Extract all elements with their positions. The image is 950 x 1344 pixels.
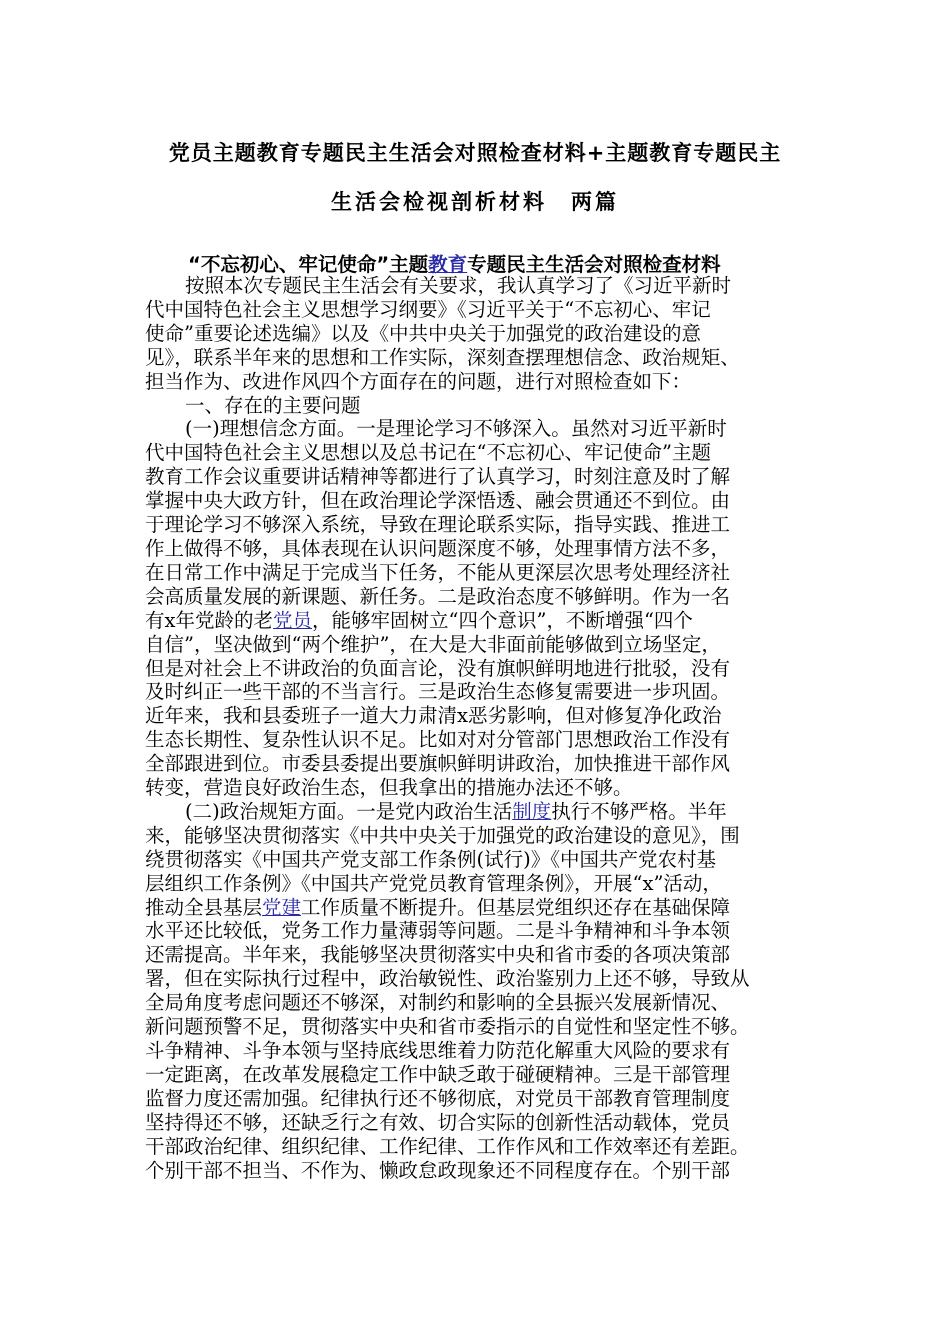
- para1-line: 在日常工作中满足于完成当下任务，不能从更深层次思考处理经济社: [145, 560, 731, 584]
- para2-link-line: [145, 896, 835, 920]
- para2-line: 署，但在实际执行过程中，政治敏锐性、政治鉴别力上还不够，导致从: [145, 967, 750, 991]
- intro-line: 代中国特色社会主义思想学习纲要》《习近平关于“不忘初心、牢记: [145, 297, 711, 321]
- para2-line: 层组织工作条例》《中国共产党党员教育管理条例》，开展“x”活动，: [145, 871, 722, 895]
- intro-line: 使命”重要论述选编》以及《中共中央关于加强党的政治建设的意: [145, 321, 701, 345]
- para1-line: 自信”，坚决做到“两个维护”，在大是大非面前能够做到立场坚定，: [145, 632, 721, 656]
- para1-line: 全部跟进到位。市委县委提出要旗帜鲜明讲政治，加快推进干部作风: [145, 752, 731, 776]
- document-title-line1: 党员主题教育专题民主生活会对照检查材料+主题教育专题民主: [168, 141, 782, 165]
- para1-line: 于理论学习不够深入系统，导致在理论联系实际，指导实践、推进工: [145, 513, 731, 537]
- para2-line: 新问题预警不足，贯彻落实中央和省市委指示的自觉性和坚定性不够。: [145, 1015, 750, 1039]
- section-heading: 一、存在的主要问题: [185, 393, 361, 417]
- para2-text-after: 执行不够严格。半年: [551, 799, 727, 823]
- para2-line: 绕贯彻落实《中国共产党支部工作条例(试行)》《中国共产党农村基: [145, 847, 716, 871]
- intro-line: 按照本次专题民主生活会有关要求，我认真学习了《习近平新时: [185, 274, 732, 297]
- para2-line: 个别干部不担当、不作为、懒政怠政现象还不同程度存在。个别干部: [145, 1158, 731, 1182]
- intro-line: 担当作为、改进作风四个方面存在的问题，进行对照检查如下：: [145, 369, 692, 393]
- article-subtitle: [188, 249, 828, 277]
- subtitle-text-after: 专题民主生活会对照检查材料: [467, 253, 721, 276]
- link-zhidu[interactable]: 制度: [512, 799, 552, 823]
- para2-link-text-after: 工作质量不断提升。但基层党组织还存在基础保障: [301, 895, 731, 919]
- para2-line: 来，能够坚决贯彻落实《中共中央关于加强党的政治建设的意见》，围: [145, 823, 740, 847]
- para2-line: 斗争精神、斗争本领与坚持底线思维着力防范化解重大风险的要求有: [145, 1039, 731, 1062]
- subtitle-text-before: “不忘初心、牢记使命”主题: [188, 253, 429, 276]
- para2-line: 监督力度还需加强。纪律执行还不够彻底，对党员干部教育管理制度: [145, 1086, 731, 1110]
- link-dangyuan[interactable]: 党员: [273, 608, 313, 632]
- para1-line: 近年来，我和县委班子一道大力肃清x恶劣影响，但对修复净化政治: [145, 704, 722, 728]
- para1-line: 作上做得不够，具体表现在认识问题深度不够，处理事情方法不多，: [145, 536, 731, 560]
- para1-line: 生态长期性、复杂性认识不足。比如对对分管部门思想政治工作没有: [145, 728, 731, 752]
- article-body: [145, 274, 835, 1182]
- para1-line: 转变，营造良好政治生态，但我拿出的措施办法还不够。: [145, 776, 633, 800]
- para1-text-before: 有x年党龄的老: [145, 608, 273, 632]
- para1-line: (一)理想信念方面。一是理论学习不够深入。虽然对习近平新时: [185, 417, 727, 441]
- para1-link-line: [145, 609, 835, 633]
- para2-line: 干部政治纪律、组织纪律、工作纪律、工作作风和工作效率还有差距。: [145, 1134, 750, 1158]
- para1-line: 教育工作会议重要讲话精神等都进行了认真学习，时刻注意及时了解: [145, 465, 731, 489]
- para1-line: 会高质量发展的新课题、新任务。二是政治态度不够鲜明。作为一名: [145, 584, 731, 608]
- para1-line: 及时纠正一些干部的不当言行。三是政治生态修复需要进一步巩固。: [145, 680, 731, 704]
- para2-line: 全局角度考虑问题还不够深，对制约和影响的全县振兴发展新情况、: [145, 991, 731, 1015]
- para2-line: 还需提高。半年来，我能够坚决贯彻落实中央和省市委的各项决策部: [145, 943, 731, 967]
- para1-text-after: ，能够牢固树立“四个意识”，不断增强“四个: [312, 608, 693, 632]
- para2-line: 水平还比较低，党务工作力量薄弱等问题。二是斗争精神和斗争本领: [145, 919, 731, 943]
- intro-line: 见》，联系半年来的思想和工作实际，深刻查摆理想信念、政治规矩、: [145, 345, 740, 369]
- para1-line: 但是对社会上不讲政治的负面言论，没有旗帜鲜明地进行批驳，没有: [145, 656, 731, 680]
- para1-line: 代中国特色社会主义思想以及总书记在“不忘初心、牢记使命”主题: [145, 441, 711, 465]
- para2-text-before: (二)政治规矩方面。一是党内政治生活: [185, 799, 513, 823]
- para2-line: 坚持得还不够，还缺乏行之有效、切合实际的创新性活动载体，党员: [145, 1110, 731, 1134]
- para2-line: 一定距离，在改革发展稳定工作中缺乏敢于碰硬精神。三是干部管理: [145, 1062, 731, 1086]
- para1-line: 掌握中央大政方针，但在政治理论学深悟透、融会贯通还不到位。由: [145, 489, 731, 513]
- document-title-line2: 生活会检视剖析材料 两篇: [331, 190, 619, 214]
- para2-link-text-before: 推动全县基层: [145, 895, 263, 919]
- subtitle-link-jiaoyu[interactable]: 教育: [428, 253, 468, 276]
- link-dangjian[interactable]: 党建: [262, 895, 302, 919]
- para2-first-line: [145, 800, 835, 824]
